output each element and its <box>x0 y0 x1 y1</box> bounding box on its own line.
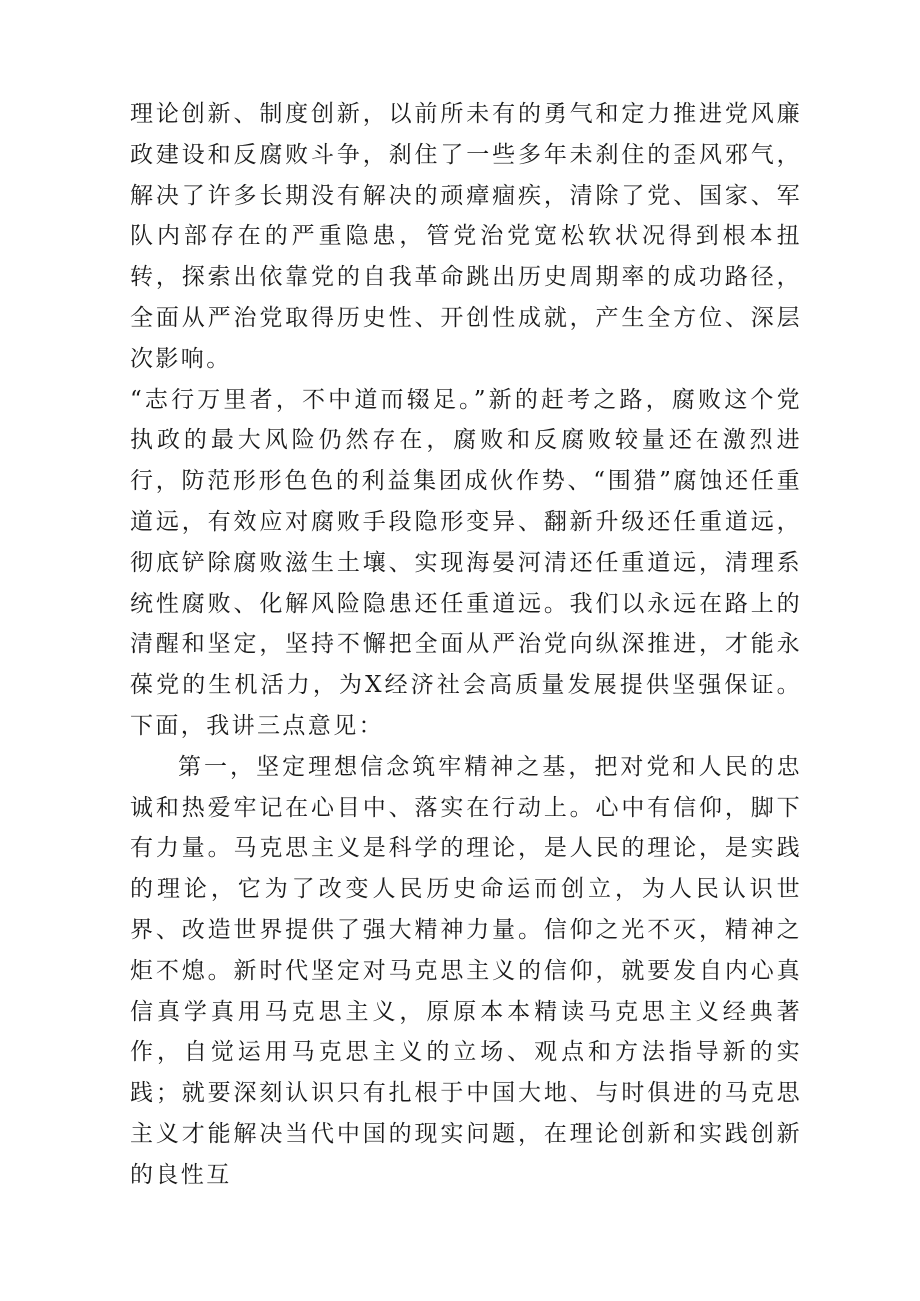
document-body <box>130 94 802 1196</box>
paragraph-point-one-ideals-and-beliefs: 第一，坚定理想信念筑牢精神之基，把对党和人民的忠诚和热爱牢记在心目中、落实在行动上。心中有信仰，脚下有力量。马克思主义是科学的理论，是人民的理论，是实践的理论，它为了改变人民历史命运而创立，为人民认识世界、改造世界提供了强大精神力量。信仰之光不灭，精神之炬不熄。新时代坚定对马克思主义的信仰，就要发自内心真信真学真用马克思主义，原原本本精读马克思主义经典著作，自觉运用马克思主义的立场、观点和方法指导新的实践；就要深刻认识只有扎根于中国大地、与时俱进的马克思主义才能解决当代中国的现实问题，在理论创新和实践创新的良性互 <box>130 753 802 1188</box>
paragraph-anti-corruption-challenges: “志行万里者，不中道而辍足。”新的赶考之路，腐败这个党执政的最大风险仍然存在，腐败和反腐败较量还在激烈进行，防范形形色色的利益集团成伙作势、“围猎”腐蚀还任重道远，有效应对腐败手段隐形变异、翻新升级还任重道远，彻底铲除腐败滋生土壤、实现海晏河清还任重道远，清理系统性腐败、化解风险隐患还任重道远。我们以永远在路上的清醒和坚定，坚持不懈把全面从严治党向纵深推进，才能永葆党的生机活力，为X经济社会高质量发展提供坚强保证。下面，我讲三点意见： <box>130 386 802 739</box>
paragraph-party-governance-achievements: 理论创新、制度创新，以前所未有的勇气和定力推进党风廉政建设和反腐败斗争，刹住了一些多年未刹住的歪风邪气，解决了许多长期没有解决的顽瘴痼疾，清除了党、国家、军队内部存在的严重隐患，管党治党宽松软状况得到根本扭转，探索出依靠党的自我革命跳出历史周期率的成功路径，全面从严治党取得历史性、开创性成就，产生全方位、深层次影响。 <box>130 101 802 372</box>
